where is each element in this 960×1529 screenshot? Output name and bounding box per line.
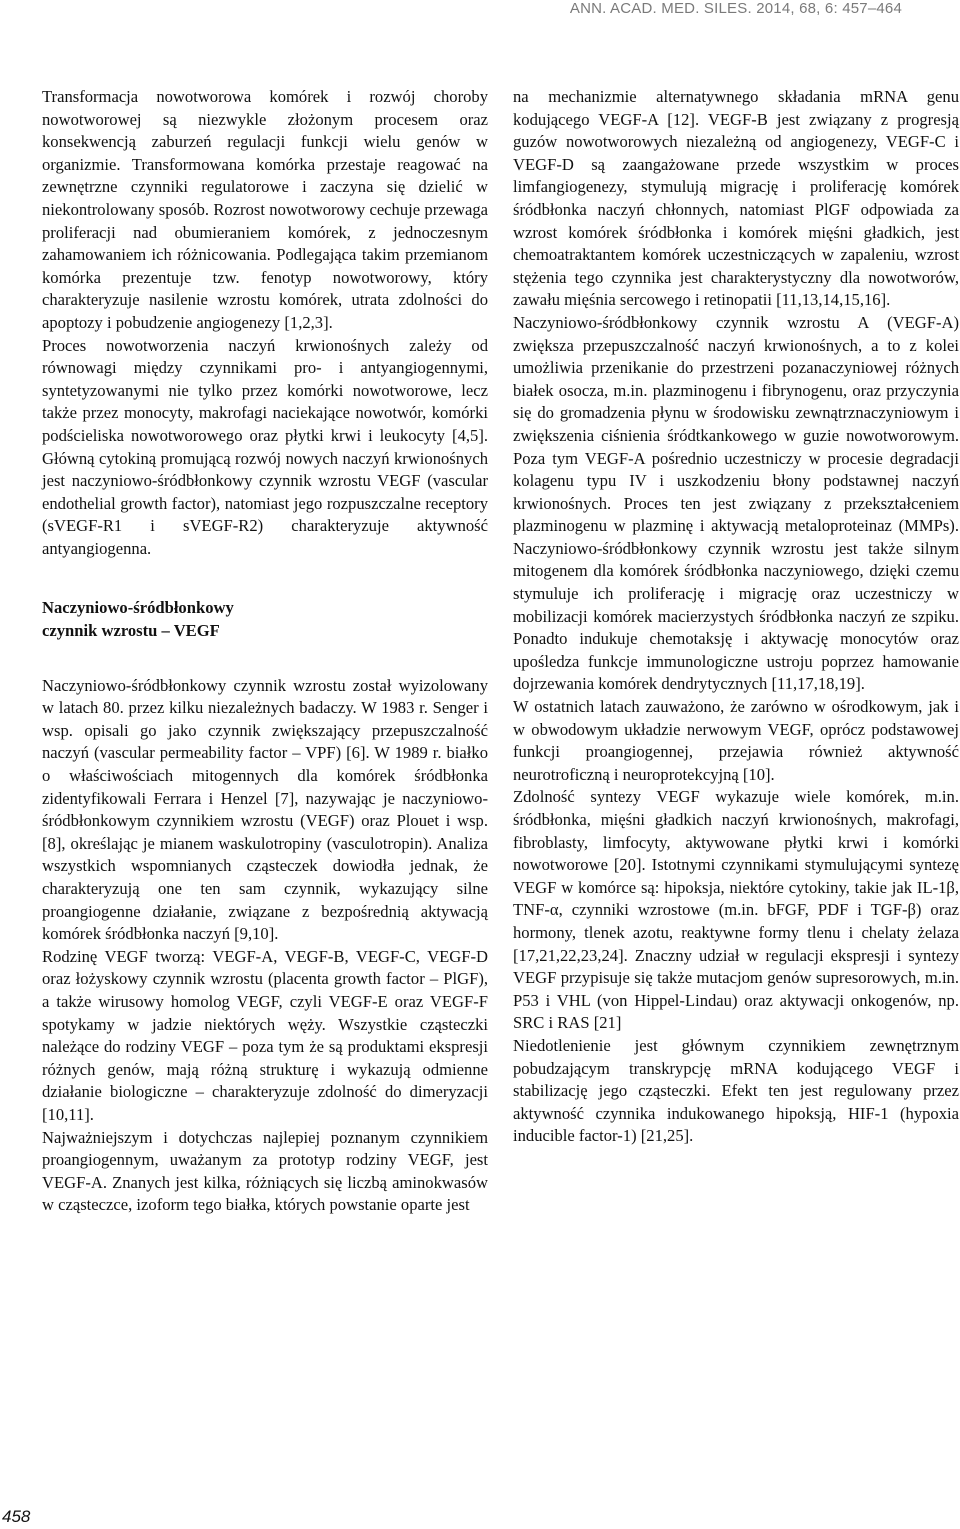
body-paragraph: Niedotlenienie jest głównym czynnikiem zewnętrznym pobudzającym transkrypcję mRNA kodującego VEGF i stabilizację jego cząsteczki. Efekt ten jest regulowany przez aktywność czynnika indukowanego hipoksją, HIF-1 (hypoxia inducible factor-1) [21,25].: [513, 1035, 959, 1146]
body-paragraph: Naczyniowo-śródbłonkowy czynnik wzrostu został wyizolowany w latach 80. przez kilku niezależnych badaczy. W 1983 r. Senger i wsp. opisali go jako czynnik zwiększający przepuszczalność naczyń (vascular permeability factor – VPF) [6]. W 1989 r. białko o właściwościach mitogennych dla komórek śródbłonka zidentyfikowali Ferrara i Henzel [7], nazywając je naczyniowo-śródbłonkowym czynnikiem wzrostu (VEGF) oraz Plouet i wsp. [8], określając je mianem waskulotropiny (vasculotropin). Analiza wszystkich wspomnianych cząsteczek dowiodła jednak, że charakteryzują one ten sam czynnik, wykazujący silne proangiogenne działanie, związane z bezpośrednią aktywacją komórek śródbłonka naczyń [9,10].: [42, 675, 488, 944]
body-paragraph: Naczyniowo-śródbłonkowy czynnik wzrostu A (VEGF-A) zwiększa przepuszczalność naczyń krwionośnych, a to z kolei umożliwia przenikanie do przestrzeni pozanaczyniowej różnych białek osocza, m.in. plazminogenu i fibrynogenu, oraz przyczynia się do gromadzenia płynu w środowisku zewnątrznaczyniowym i zwiększenia ciśnienia śródtkankowego w guzie nowotworowym. Poza tym VEGF-A pośrednio uczestniczy w procesie degradacji kolagenu typu IV i uszkodzeniu błony podstawnej naczyń krwionośnych. Proces ten jest związany z przekształceniem plazminogenu w plazminę i aktywacją metaloproteinaz (MMPs). Naczyniowo-śródbłonkowy czynnik wzrostu jest także silnym mitogenem dla komórek śródbłonka naczyniowego, dzięki czemu stymuluje ich proliferację i migrację oraz uczestniczy w mobilizacji komórek macierzystych śródbłonka naczyń ze szpiku. Ponadto indukuje chemotaksję i aktywację monocytów oraz upośledza funkcje immunologiczne ustroju poprzez hamowanie dojrzewania komórek dendrytycznych [11,17,18,19].: [513, 312, 959, 694]
section-heading-line: czynnik wzrostu – VEGF: [42, 621, 220, 641]
body-paragraph: Zdolność syntezy VEGF wykazuje wiele komórek, m.in. śródbłonka, mięśni gładkich naczyń krwionośnych, makrofagi, fibroblasty, limfocyty, aktywowane płytki krwi i komórki nowotworowe [20]. Istotnymi czynnikami stymulującymi syntezę VEGF w komórce są: hipoksja, niektóre cytokiny, takie jak IL-1β, TNF-α, czynniki wzrostowe (m.in. bFGF, PDF i TGF-β) oraz hormony, tlenek azotu, reaktywne formy tlenu i chelaty żelaza [17,21,22,23,24]. Znaczny udział w regulacji ekspresji i syntezy VEGF przypisuje się także mutacjom genów supresorowych, m.in. P53 i VHL (von Hippel-Lindau) oraz aktywacji onkogenów, np. SRC i RAS [21]: [513, 787, 959, 1033]
page-number: 458: [2, 1507, 31, 1526]
body-paragraph: W ostatnich latach zauważono, że zarówno w ośrodkowym, jak i w obwodowym układzie nerwowym VEGF, oprócz podstawowej funkcji proangiogennej, przejawia również aktywność neurotroficzną i neuroprotekcyjną [10].: [513, 697, 959, 784]
body-paragraph: Transformacja nowotworowa komórek i rozwój choroby nowotworowej są niezwykle złożonym procesem oraz konsekwencją zaburzeń regulacji funkcji wielu genów w organizmie. Transformowana komórka przestaje reagować na zewnętrzne czynniki regulatorowe i zaczyna się dzielić w niekontrolowany sposób. Rozrost nowotworowy cechuje przewaga proliferacji nad obumieraniem komórek, z jednoczesnym zahamowaniem ich różnicowania. Podlegająca takim przemianom komórka prezentuje tzw. fenotyp nowotworowy, który charakteryzuje nasilenie wzrostu komórek, utrata zdolności do apoptozy i pobudzenie angiogenezy [1,2,3].: [42, 87, 488, 332]
body-paragraph: na mechanizmie alternatywnego składania mRNA genu kodującego VEGF-A [12]. VEGF-B jest związany z progresją guzów nowotworowych niezależną od angiogenezy, VEGF-C i VEGF-D są zaangażowane przede wszystkim w proces limfangiogenezy, stymulują migrację i proliferację komórek śródbłonka naczyń chłonnych, natomiast PlGF odpowiada za wzrost komórek śródbłonka i komórek mięśni gładkich, jest chemoatraktantem komórek uczestniczących w zapaleniu, wzrost stężenia tego czynnika jest charakterystyczny dla nowotworów, zawału mięśnia sercowego i retinopatii [11,13,14,15,16].: [513, 87, 959, 310]
section-heading: [42, 597, 488, 642]
body-paragraph: Rodzinę VEGF tworzą: VEGF-A, VEGF-B, VEGF-C, VEGF-D oraz łożyskowy czynnik wzrostu (placenta growth factor – PlGF), a także wirusowy homolog VEGF, czyli VEGF-E oraz VEGF-F spotykamy w jadzie niektórych węży. Wszystkie cząsteczki należące do rodziny VEGF – poza tym że są produktami ekspresji różnych genów, mają różną strukturę i wykazują odmienne działanie biologiczne – charakteryzuje zdolność do dimeryzacji [10,11].: [42, 946, 488, 1124]
section-heading-line: Naczyniowo-śródbłonkowy: [42, 598, 234, 618]
body-paragraph: Najważniejszym i dotychczas najlepiej poznanym czynnikiem proangiogennym, uważanym za prototyp rodziny VEGF, jest VEGF-A. Znanych jest kilka, różniących się liczbą aminokwasów w cząsteczce, izoform tego białka, których powstanie oparte jest: [42, 1127, 488, 1215]
running-header: ANN. ACAD. MED. SILES. 2014, 68, 6: 457–464: [569, 0, 902, 17]
right-column: [513, 86, 959, 1148]
body-paragraph: Proces nowotworzenia naczyń krwionośnych zależy od równowagi między czynnikami pro- i antyangiogennymi, syntetyzowanymi nie tylko przez komórki nowotworowe, lecz także przez monocyty, makrofagi naciekające nowotwór, komórki podścieliska nowotworowego oraz płytki krwi i leukocyty [4,5]. Główną cytokiną promującą rozwój nowych naczyń krwionośnych jest naczyniowo-śródbłonkowy czynnik wzrostu VEGF (vascular endothelial growth factor), natomiast jego rozpuszczalne receptory (sVEGF-R1 i sVEGF-R2) charakteryzuje aktywność antyangiogenna.: [42, 335, 488, 558]
left-column: [42, 86, 488, 1217]
